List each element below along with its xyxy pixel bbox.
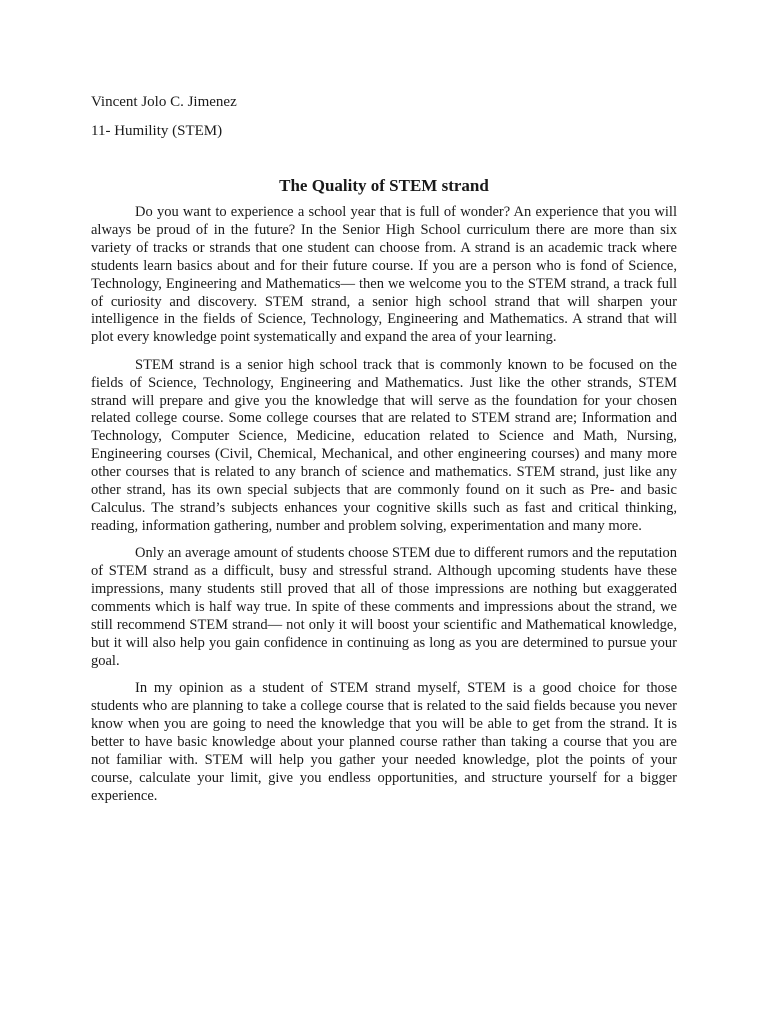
essay-paragraph-4: In my opinion as a student of STEM strand myself, STEM is a good choice for those students who are planning to take a college course that is related to the said fields because you never know when you are going to need the knowledge that you will be able to get from the strand. It is better to have basic knowledge about your planned course rather than taking a course that you are not familiar with. STEM will help you gather your needed knowledge, plot the points of your course, calculate your limit, give you endless opportunities, and structure yourself for a bigger experience. [91,680,677,804]
class-section: 11- Humility (STEM) [91,123,223,139]
author-name: Vincent Jolo C. Jimenez [91,94,237,110]
essay-paragraph-1: Do you want to experience a school year that is full of wonder? An experience that you will always be proud of in the future? In the Senior High School curriculum there are more than six variety of tracks or strands that one student can choose from. A strand is an academic track where students learn basics about and for their future course. If you are a person who is fond of Science, Technology, Engineering and Mathematics— then we welcome you to the STEM strand, a track full of curiosity and discovery. STEM strand, a senior high school strand that will sharpen your intelligence in the fields of Science, Technology, Engineering and Mathematics. A strand that will plot every knowledge point systematically and expand the area of your learning. [91,204,677,346]
essay-paragraph-2: STEM strand is a senior high school track that is commonly known to be focused on the fields of Science, Technology, Engineering and Mathematics. Just like the other strands, STEM strand will prepare and give you the knowledge that will serve as the foundation for your chosen related college course. Some college courses that are related to STEM strand are; Information and Technology, Computer Science, Medicine, education related to Science and Math, Nursing, Engineering courses (Civil, Chemical, Mechanical, and other engineering courses) and many more other courses that is related to any branch of science and mathematics. STEM strand, just like any other strand, has its own special subjects that are commonly found on it such as Pre- and basic Calculus. The strand’s subjects enhances your cognitive skills such as fast and critical thinking, reading, information gathering, number and problem solving, experimentation and many more. [91,356,677,534]
essay-title: The Quality of STEM strand [279,176,489,195]
document-page [91,92,677,815]
essay-paragraph-3: Only an average amount of students choose STEM due to different rumors and the reputation of STEM strand as a difficult, busy and stressful strand. Although upcoming students have these impressions, many students still proved that all of those impressions are nothing but exaggerated comments which is half way true. In spite of these comments and impressions about the strand, we still recommend STEM strand— not only it will boost your scientific and Mathematical knowledge, but it will also help you gain confidence in continuing as long as you are determined to pursue your goal. [91,545,677,669]
